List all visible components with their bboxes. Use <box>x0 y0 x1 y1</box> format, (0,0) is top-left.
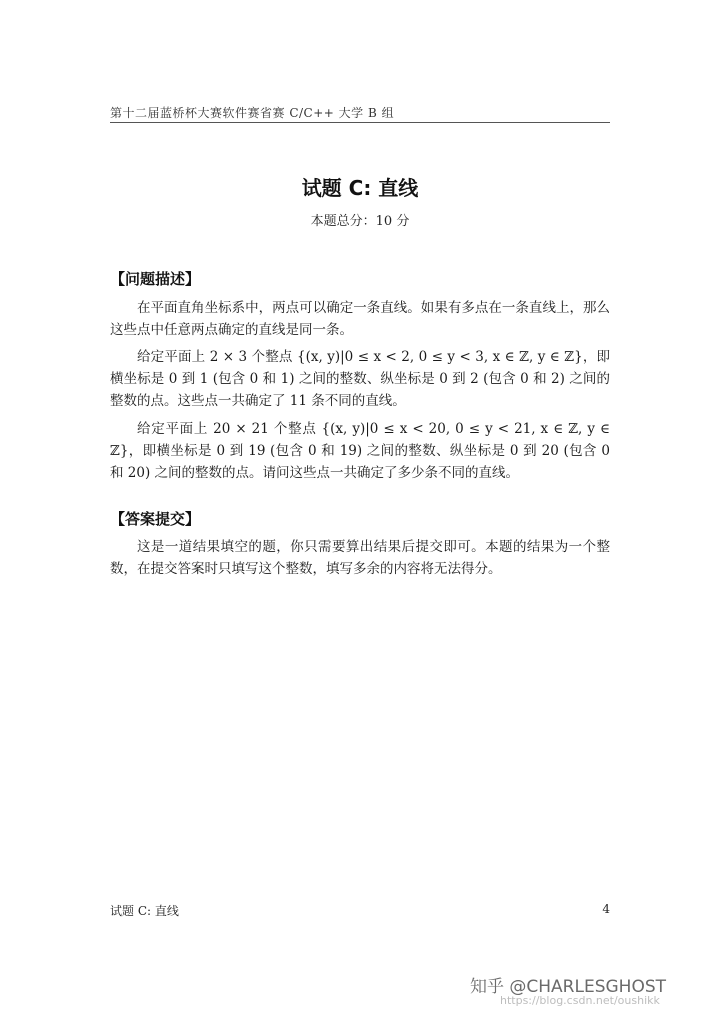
footer-title: 试题 C: 直线 <box>110 904 179 918</box>
problem-score: 本题总分：10 分 <box>310 214 410 229</box>
submission-heading: 【答案提交】 <box>110 510 201 528</box>
header-rule <box>110 122 610 123</box>
description-paragraph-3: 给定平面上 20 × 21 个整点 {(x, y)|0 ≤ x < 20, 0 ≤ y < 21, x ∈ ℤ, y ∈ ℤ}，即横坐标是 0 到 19 (包含 0 和 19) 之间的整数、纵坐标是 0 到 20 (包含 0 和 20) 之间的整数的点。请问这些点一共确定了多少条不同的直线。 <box>110 421 610 481</box>
page-number: 4 <box>602 902 610 916</box>
description-paragraph-2: 给定平面上 2 × 3 个整点 {(x, y)|0 ≤ x < 2, 0 ≤ y < 3, x ∈ ℤ, y ∈ ℤ}，即横坐标是 0 到 1 (包含 0 和 1) 之间的整数、纵坐标是 0 到 2 (包含 0 和 2) 之间的整数的点。这些点一共确定了 11 条不同的直线。 <box>110 349 610 409</box>
running-header: 第十二届蓝桥杯大赛软件赛省赛 C/C++ 大学 B 组 <box>110 106 395 120</box>
zhihu-watermark: 知乎 @CHARLESGHOST <box>470 977 667 997</box>
description-paragraph-1: 在平面直角坐标系中，两点可以确定一条直线。如果有多点在一条直线上，那么这些点中任意两点确定的直线是同一条。 <box>110 300 610 338</box>
description-heading: 【问题描述】 <box>110 270 201 288</box>
submission-paragraph: 这是一道结果填空的题，你只需要算出结果后提交即可。本题的结果为一个整数，在提交答案时只填写这个整数，填写多余的内容将无法得分。 <box>110 539 610 577</box>
blog-url-watermark: https://blog.csdn.net/oushikk <box>500 994 660 1007</box>
problem-title: 试题 C: 直线 <box>301 176 419 200</box>
